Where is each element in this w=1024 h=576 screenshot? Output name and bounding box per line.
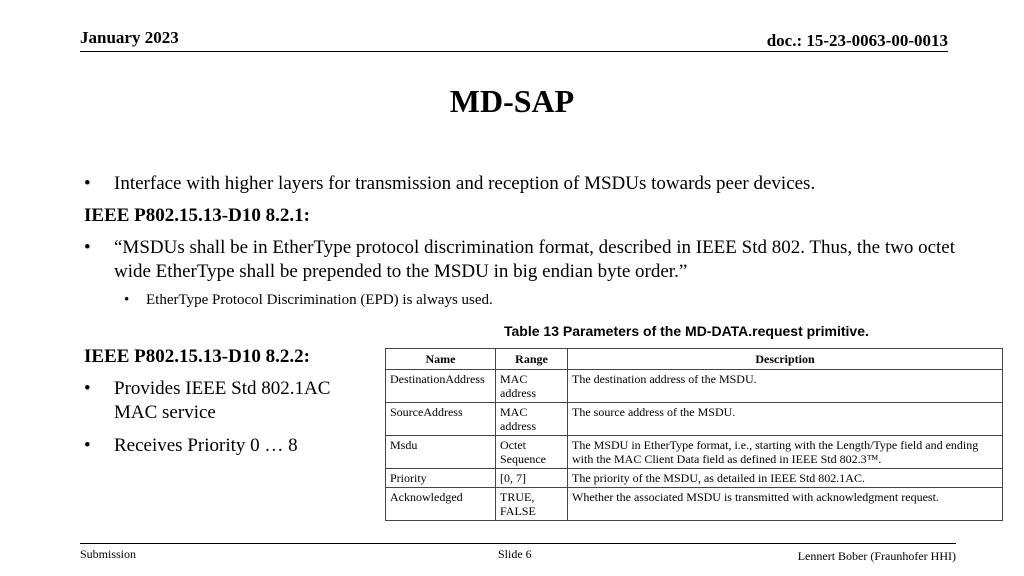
bullet-mac-service (84, 377, 374, 425)
bullet-text: Receives Priority 0 … 8 (114, 435, 298, 456)
cell-name: Acknowledged (386, 488, 496, 521)
column-header-name: Name (386, 349, 496, 370)
bullet-dot: • (84, 237, 91, 258)
cell-name: Priority (386, 469, 496, 488)
table-caption: Table 13 Parameters of the MD-DATA.request primitive. (504, 323, 869, 339)
cell-description: The MSDU in EtherType format, i.e., starting with the Length/Type field and ending with the MAC Client Data field as defined in IEEE Std 802.3™. (568, 436, 1003, 469)
table-header-row (386, 349, 1003, 370)
bullet-dot: • (84, 435, 91, 456)
table-row (386, 488, 1003, 521)
bullet-priority (84, 434, 374, 458)
cell-name: Msdu (386, 436, 496, 469)
sub-bullet-epd (124, 292, 493, 309)
cell-range: MAC address (496, 370, 568, 403)
column-header-range: Range (496, 349, 568, 370)
cell-description: Whether the associated MSDU is transmitted with acknowledgment request. (568, 488, 1003, 521)
header-doc-id: doc.: 15-23-0063-00-0013 (766, 31, 948, 50)
column-header-description: Description (568, 349, 1003, 370)
cell-range: [0, 7] (496, 469, 568, 488)
bullet-dot: • (84, 173, 91, 194)
sub-bullet-text: EtherType Protocol Discrimination (EPD) is always used. (146, 292, 493, 308)
bullet-interface (84, 172, 964, 196)
bullet-dot: • (124, 292, 130, 308)
cell-description: The destination address of the MSDU. (568, 370, 1003, 403)
section-heading-822: IEEE P802.15.13-D10 8.2.2: (84, 346, 310, 367)
bullet-text: Provides IEEE Std 802.1AC MAC service (114, 378, 331, 423)
cell-range: TRUE, FALSE (496, 488, 568, 521)
cell-range: Octet Sequence (496, 436, 568, 469)
cell-description: The source address of the MSDU. (568, 403, 1003, 436)
parameters-table (385, 348, 1003, 521)
cell-range: MAC address (496, 403, 568, 436)
cell-description: The priority of the MSDU, as detailed in IEEE Std 802.1AC. (568, 469, 1003, 488)
slide-title: MD-SAP (449, 83, 575, 119)
bullet-text: “MSDUs shall be in EtherType protocol discrimination format, described in IEEE Std 802. Thus, the two octet wide EtherType shall be prepended to the MSDU in big endian byte order.” (114, 237, 956, 282)
section-heading-821: IEEE P802.15.13-D10 8.2.1: (84, 205, 310, 226)
bullet-text: Interface with higher layers for transmission and reception of MSDUs towards peer devices. (114, 173, 816, 194)
cell-name: DestinationAddress (386, 370, 496, 403)
header-divider (80, 51, 948, 52)
table-row (386, 469, 1003, 488)
footer-divider (80, 543, 956, 544)
bullet-dot: • (84, 378, 91, 399)
table-row (386, 436, 1003, 469)
table-row (386, 370, 1003, 403)
header-date: January 2023 (80, 28, 179, 47)
footer-author: Lennert Bober (Fraunhofer HHI) (797, 549, 956, 563)
footer-submission: Submission (80, 547, 137, 561)
bullet-quote (84, 236, 984, 284)
cell-name: SourceAddress (386, 403, 496, 436)
footer-slide-number: Slide 6 (498, 547, 532, 561)
table-row (386, 403, 1003, 436)
